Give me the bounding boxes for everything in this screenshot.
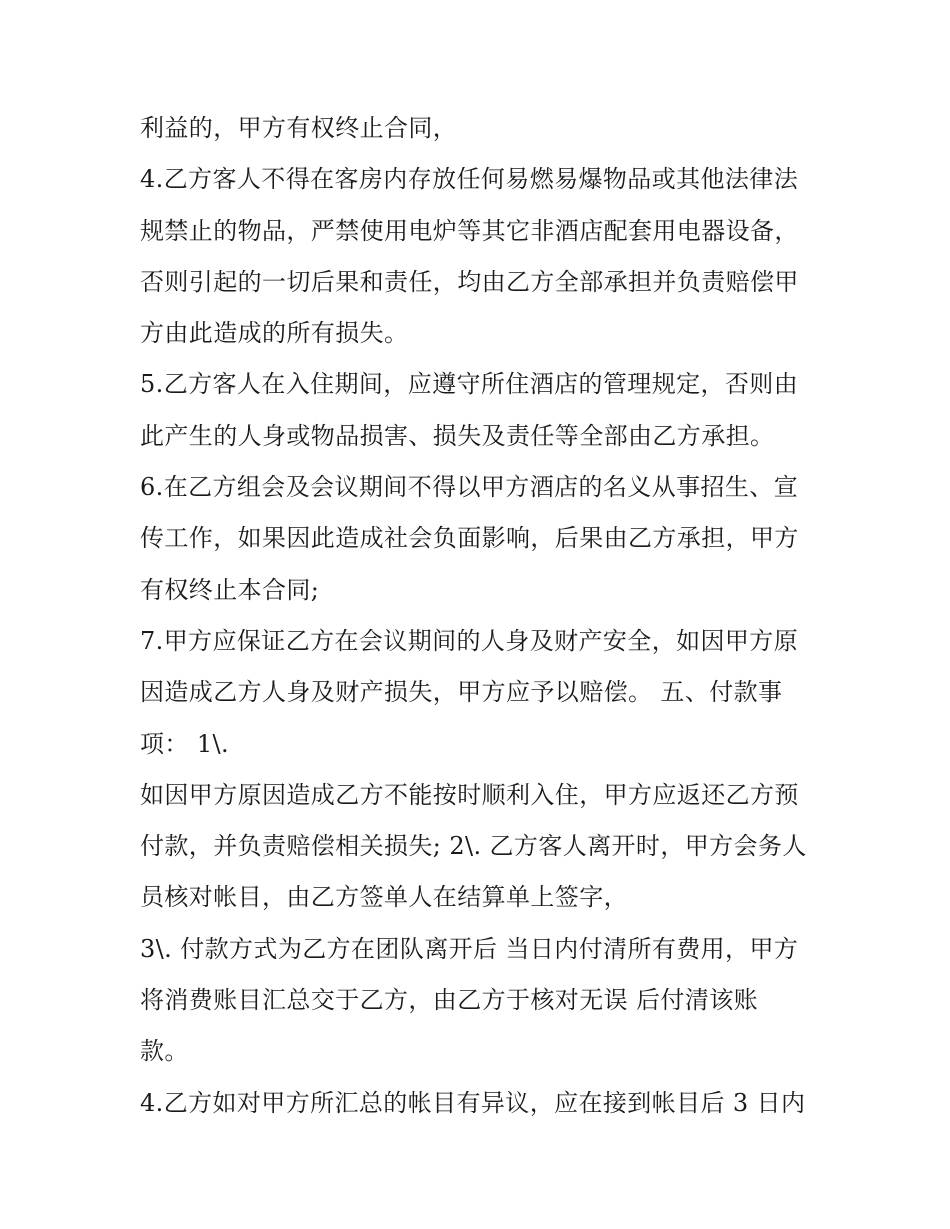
- text-line: 款。: [140, 1037, 189, 1066]
- text-line: 3\. 付款方式为乙方在团队离开后 当日内付清所有费用，甲方: [140, 934, 799, 963]
- text-line: 利益的，甲方有权终止合同，: [140, 114, 458, 142]
- text-line: 4.乙方如对甲方所汇总的帐目有异议，应在接到帐目后 3 日内: [140, 1088, 806, 1117]
- text-line: 如因甲方原因造成乙方不能按时顺利入住，甲方应返还乙方预: [140, 780, 799, 809]
- text-line: 5.乙方客人在入住期间，应遵守所住酒店的管理规定，否则由: [140, 370, 799, 399]
- text-line: 规禁止的物品，严禁使用电炉等其它非酒店配套用电器设备，: [140, 216, 799, 245]
- text-line: 此产生的人身或物品损害、损失及责任等全部由乙方承担。: [140, 421, 775, 450]
- text-line: 方由此造成的所有损失。: [140, 319, 409, 348]
- text-line: 4.乙方客人不得在客房内存放任何易燃易爆物品或其他法律法: [140, 165, 799, 194]
- text-line: 有权终止本合同;: [140, 575, 320, 604]
- text-line: 项： 1\.: [140, 729, 230, 758]
- text-line: 传工作，如果因此造成社会负面影响，后果由乙方承担，甲方: [140, 524, 799, 553]
- text-line: 6.在乙方组会及会议期间不得以甲方酒店的名义从事招生、宣: [140, 473, 799, 502]
- contract-text: [140, 103, 830, 1129]
- text-line: 否则引起的一切后果和责任，均由乙方全部承担并负责赔偿甲: [140, 267, 799, 296]
- text-line: 7.甲方应保证乙方在会议期间的人身及财产安全，如因甲方原: [140, 626, 799, 655]
- text-line: 因造成乙方人身及财产损失，甲方应予以赔偿。 五、付款事: [140, 678, 783, 707]
- text-line: 将消费账目汇总交于乙方，由乙方于核对无误 后付清该账: [140, 986, 759, 1015]
- text-line: 付款，并负责赔偿相关损失; 2\. 乙方客人离开时，甲方会务人: [140, 832, 807, 861]
- text-line: 员核对帐目，由乙方签单人在结算单上签字，: [140, 883, 628, 912]
